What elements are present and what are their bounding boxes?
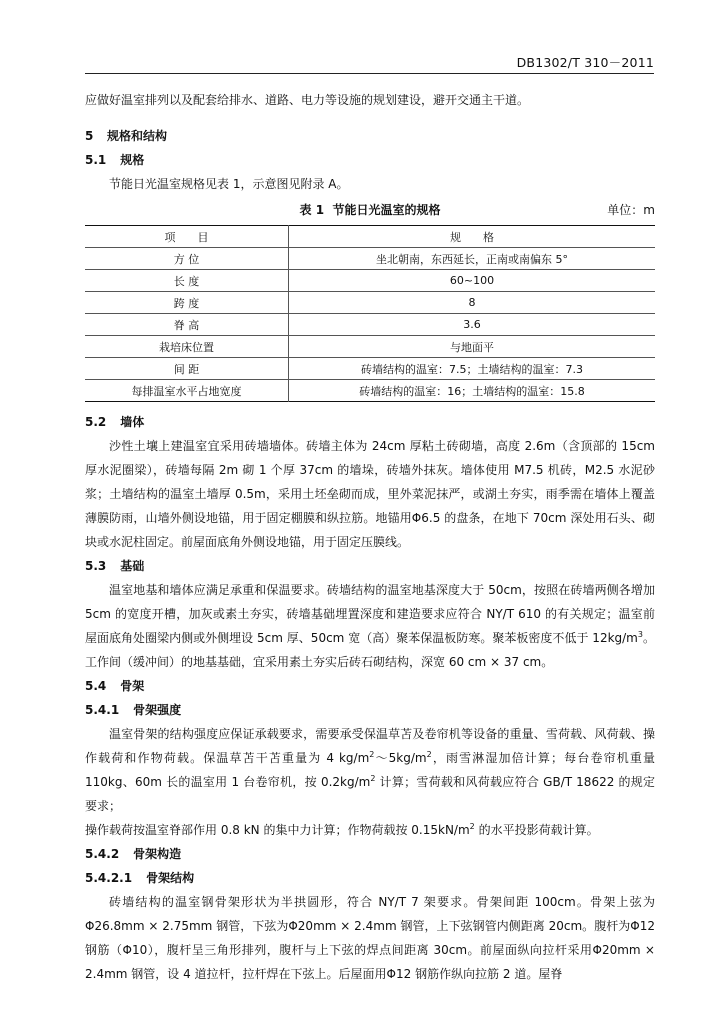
section-5-4-number: 5.4 bbox=[85, 679, 107, 693]
section-5-2-title: 墙体 bbox=[120, 415, 145, 429]
table-cell-spec: 坐北朝南，东西延长，正南或南偏东 5° bbox=[289, 248, 656, 270]
table-cell-item: 长 度 bbox=[85, 270, 289, 292]
table-1-caption-number: 表 1 bbox=[299, 203, 325, 217]
section-5-4-2-heading bbox=[85, 842, 655, 866]
table-cell-spec: 8 bbox=[289, 292, 656, 314]
section-5-3-title: 基础 bbox=[120, 559, 145, 573]
section-5-3-text-part1: 温室地基和墙体应满足承重和保温要求。砖墙结构的温室地基深度大于 50cm，按照在砖墙两侧各增加 5cm 的宽度开槽，加灰或素土夯实，砖墙基础埋置深度和建造要求应符合 NY/T 610 的有关规定；温室前屋面底角处圈梁内侧或外侧埋设 5cm 厚、50cm 宽（高）聚苯保温板防寒。聚苯板密度不低于 12kg/m bbox=[85, 583, 655, 645]
section-5-3-text bbox=[85, 578, 655, 674]
section-5-4-heading bbox=[85, 674, 655, 698]
page-content bbox=[85, 88, 655, 986]
section-5-2-heading bbox=[85, 410, 655, 434]
table-cell-item: 每排温室水平占地宽度 bbox=[85, 380, 289, 402]
table-row bbox=[85, 248, 655, 270]
table-header-row bbox=[85, 226, 655, 248]
table-row bbox=[85, 380, 655, 402]
section-5-3-number: 5.3 bbox=[85, 559, 107, 573]
superscript-square: 2 bbox=[370, 774, 376, 783]
section-5-4-2-title: 骨架构造 bbox=[133, 847, 182, 861]
superscript-square: 2 bbox=[426, 750, 432, 759]
section-5-3-heading bbox=[85, 554, 655, 578]
section-5-4-title: 骨架 bbox=[120, 679, 145, 693]
table-cell-spec: 60~100 bbox=[289, 270, 656, 292]
section-5-4-2-1-number: 5.4.2.1 bbox=[85, 871, 133, 885]
section-5-1-title: 规格 bbox=[120, 153, 145, 167]
section-5-2-number: 5.2 bbox=[85, 415, 107, 429]
table-cell-spec: 砖墙结构的温室：7.5；土墙结构的温室：7.3 bbox=[289, 358, 656, 380]
load-text-a: 温室骨架的结构强度应保证承载要求，需要承受保温草苫及卷帘机等设备的重量、雪荷载、风荷载、操作载荷和作物荷载。保温草苫干苫重量为 4 kg/m bbox=[85, 727, 655, 765]
specification-table bbox=[85, 225, 655, 402]
section-5-4-2-1-heading bbox=[85, 866, 655, 890]
intro-paragraph: 应做好温室排列以及配套给排水、道路、电力等设施的规划建设，避开交通主干道。 bbox=[85, 93, 530, 107]
section-5-4-1-number: 5.4.1 bbox=[85, 703, 120, 717]
table-cell-item: 方 位 bbox=[85, 248, 289, 270]
table-1-unit: 单位：m bbox=[607, 203, 655, 217]
section-5-4-2-1-text: 砖墙结构的温室钢骨架形状为半拱圆形，符合 NY/T 7 架要求。骨架间距 100cm。骨架上弦为Φ26.8mm × 2.75mm 钢管，下弦为Φ20mm × 2.4mm 钢管，上下弦钢管内侧距离 20cm。腹杆为Φ12 钢筋（Φ10），腹杆呈三角形排列，腹杆与上下弦的焊点间距离 30cm。前屋面纵向拉杆采用Φ20mm × 2.4mm 钢管，设 4 道拉杆，拉杆焊在下弦上。后屋面用Φ12 钢筋作纵向拉筋 2 道。屋脊 bbox=[85, 895, 655, 981]
table-row bbox=[85, 314, 655, 336]
table-row bbox=[85, 336, 655, 358]
section-5-4-2-number: 5.4.2 bbox=[85, 847, 120, 861]
load-text-c: ，雨雪淋湿加倍计算；每台卷帘机重量 110kg、60m 长的温室用 1 台卷帘机，按 0.2kg/m bbox=[85, 751, 655, 789]
section-5-4-2-1-title: 骨架结构 bbox=[146, 871, 195, 885]
section-5-4-1-text bbox=[85, 722, 655, 818]
section-5-4-1-text-2 bbox=[85, 818, 655, 842]
superscript-cubic: 3 bbox=[637, 630, 643, 639]
section-5-4-1-title: 骨架强度 bbox=[133, 703, 182, 717]
table-row bbox=[85, 358, 655, 380]
standard-code: DB1302/T 310－2011 bbox=[516, 55, 654, 70]
table-1-caption-title: 节能日光温室的规格 bbox=[332, 203, 441, 217]
section-5-number: 5 bbox=[85, 129, 94, 143]
load-text-b: ～5kg/m bbox=[374, 751, 427, 765]
load-text-f: 的水平投影荷载计算。 bbox=[474, 823, 599, 837]
section-5-3-text-part2: 。工作间（缓冲间）的地基基础，宜采用素土夯实后砖石砌结构，深宽 60 cm × 37 cm。 bbox=[85, 631, 655, 669]
table-1-caption bbox=[85, 198, 655, 222]
section-5-heading bbox=[85, 124, 655, 148]
header-divider bbox=[85, 73, 654, 74]
section-5-2-text: 沙性土壤上建温室宜采用砖墙墙体。砖墙主体为 24cm 厚粘土砖砌墙，高度 2.6m（含顶部的 15cm 厚水泥圈梁），砖墙每隔 2m 砌 1 个厚 37cm 的墙垛，砖墙外抹灰。墙体使用 M7.5 机砖，M2.5 水泥砂浆；土墙结构的温室土墙厚 0.5m，采用土坯垒砌而成，里外菜泥抹严，或湖土夯实，雨季需在墙体上覆盖薄膜防雨，山墙外侧设地锚，用于固定棚膜和纵拉筋。地锚用Φ6.5 的盘条，在地下 70cm 深处用石头、砌块或水泥柱固定。前屋面底角外侧设地锚，用于固定压膜线。 bbox=[85, 439, 655, 549]
section-5-title: 规格和结构 bbox=[107, 129, 168, 143]
column-header-item: 项 目 bbox=[85, 226, 289, 248]
load-text-e: 操作载荷按温室脊部作用 0.8 kN 的集中力计算；作物荷载按 0.15kN/m bbox=[85, 823, 470, 837]
table-cell-spec: 砖墙结构的温室：16；土墙结构的温室：15.8 bbox=[289, 380, 656, 402]
table-cell-spec: 与地面平 bbox=[289, 336, 656, 358]
section-5-1-number: 5.1 bbox=[85, 153, 107, 167]
table-cell-item: 栽培床位置 bbox=[85, 336, 289, 358]
table-row bbox=[85, 292, 655, 314]
section-5-1-text: 节能日光温室规格见表 1，示意图见附录 A。 bbox=[109, 177, 349, 191]
table-cell-item: 脊 高 bbox=[85, 314, 289, 336]
load-text-d: 计算；雪荷载和风荷载应符合 GB/T 18622 的规定要求； bbox=[85, 775, 655, 813]
section-5-1-heading bbox=[85, 148, 655, 172]
table-cell-item: 间 距 bbox=[85, 358, 289, 380]
column-header-spec: 规 格 bbox=[289, 226, 656, 248]
table-cell-item: 跨 度 bbox=[85, 292, 289, 314]
table-row bbox=[85, 270, 655, 292]
table-cell-spec: 3.6 bbox=[289, 314, 656, 336]
section-5-4-1-heading bbox=[85, 698, 655, 722]
superscript-square: 2 bbox=[369, 750, 375, 759]
superscript-square: 2 bbox=[469, 822, 475, 831]
